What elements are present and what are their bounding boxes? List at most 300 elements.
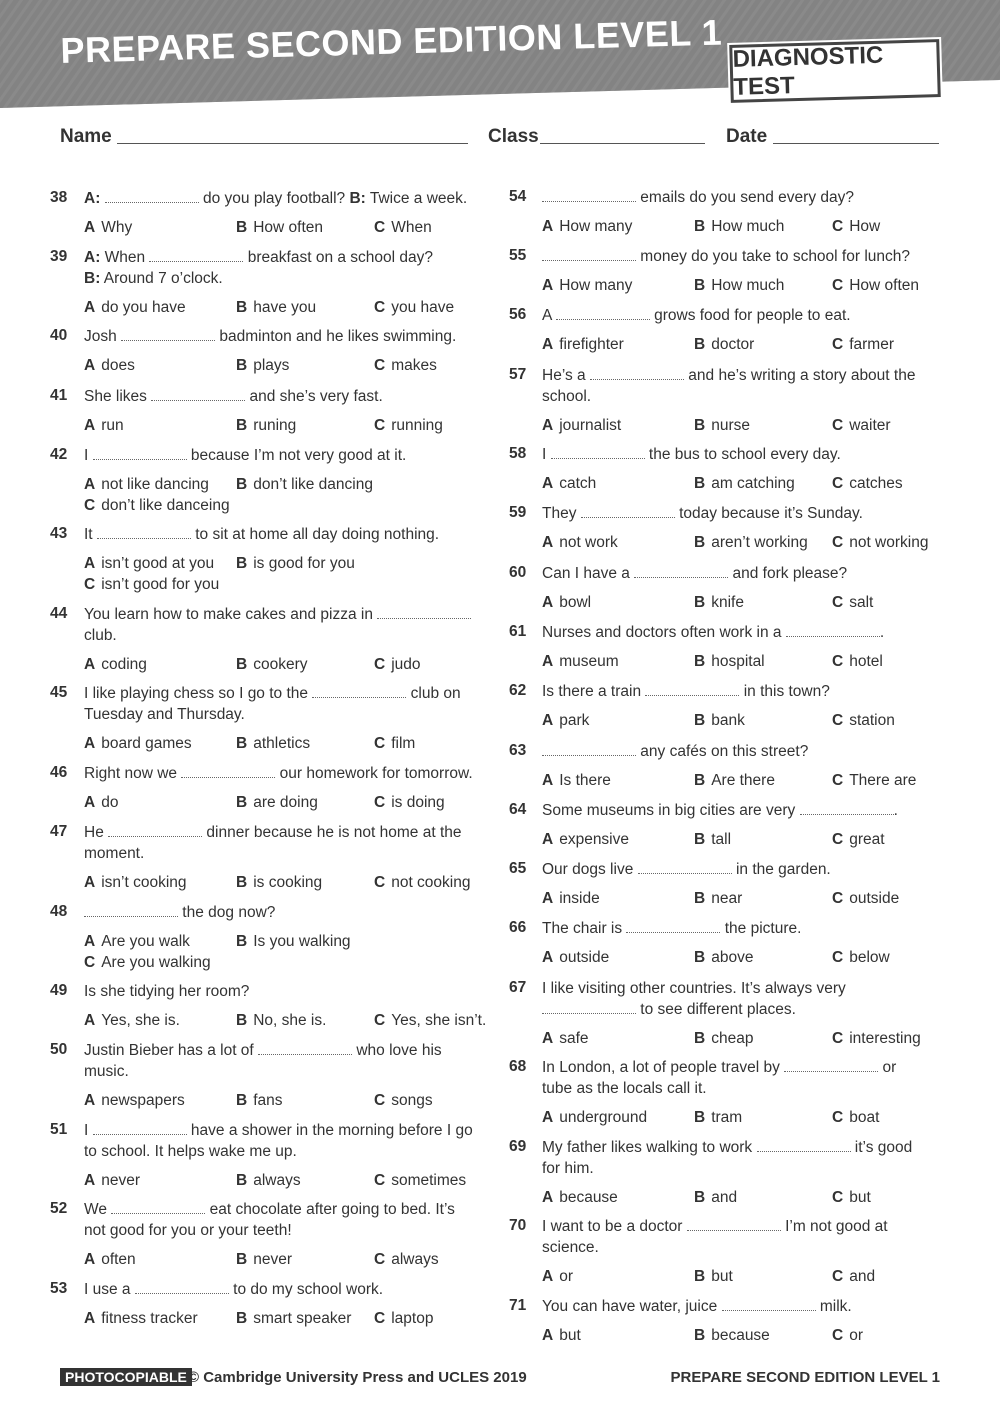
option-text: near <box>711 890 743 907</box>
answer-option-c[interactable] <box>84 954 211 972</box>
answer-option-a[interactable] <box>84 555 214 573</box>
answer-option-b[interactable] <box>236 933 351 951</box>
option-text: never <box>253 1251 292 1268</box>
option-letter: B <box>236 299 248 316</box>
option-letter: C <box>374 874 386 891</box>
answer-option-a[interactable] <box>84 656 147 674</box>
option-text: aren’t working <box>711 534 808 551</box>
answer-option-b[interactable] <box>236 1172 301 1190</box>
answer-option-a[interactable] <box>542 1030 589 1048</box>
answer-option-b[interactable] <box>694 1327 770 1345</box>
option-text: do you have <box>101 299 186 316</box>
question-text: She likes and she’s very fast. <box>84 388 383 405</box>
answer-blank[interactable] <box>105 188 199 203</box>
option-text: don’t like dancing <box>253 476 373 493</box>
question-number: 70 <box>509 1217 527 1234</box>
question-text: I like visiting other countries. It’s always very to see different places. <box>542 980 846 1018</box>
answer-blank[interactable] <box>626 918 720 933</box>
answer-option-c[interactable] <box>374 1251 439 1269</box>
option-letter: B <box>694 1327 706 1344</box>
option-text: Why <box>101 219 133 236</box>
option-text: below <box>849 949 890 966</box>
answer-blank[interactable] <box>784 1057 878 1072</box>
option-text: judo <box>391 656 421 673</box>
answer-option-a[interactable] <box>542 949 609 967</box>
option-letter: B <box>236 1310 248 1327</box>
option-letter: C <box>832 653 844 670</box>
option-text: always <box>253 1172 301 1189</box>
question-text: A: When breakfast on a school day? B: Around 7 o’clock. <box>84 249 434 287</box>
question-text: You can have water, juice milk. <box>542 1298 852 1315</box>
option-letter: C <box>832 534 844 551</box>
option-text: firefighter <box>559 336 624 353</box>
answer-option-a[interactable] <box>84 1092 185 1110</box>
option-letter: A <box>84 1310 96 1327</box>
answer-option-b[interactable] <box>694 277 784 295</box>
option-letter: A <box>542 831 554 848</box>
option-letter: B <box>694 1109 706 1126</box>
answer-option-c[interactable] <box>374 219 432 237</box>
option-text: because <box>559 1189 618 1206</box>
answer-blank[interactable] <box>800 800 894 815</box>
answer-blank[interactable] <box>111 1199 205 1214</box>
answer-option-a[interactable] <box>542 1189 618 1207</box>
option-text: or <box>849 1327 863 1344</box>
option-text: don’t like danceing <box>101 497 230 514</box>
answer-option-b[interactable] <box>694 1189 737 1207</box>
option-text: are doing <box>253 794 318 811</box>
option-letter: B <box>236 1251 248 1268</box>
answer-option-c[interactable] <box>374 417 443 435</box>
answer-blank[interactable] <box>645 681 739 696</box>
option-text: songs <box>391 1092 433 1109</box>
option-letter: C <box>84 576 96 593</box>
name-label: Name <box>60 126 112 147</box>
answer-option-c[interactable] <box>84 497 230 515</box>
answer-blank[interactable] <box>551 444 645 459</box>
option-text: hospital <box>711 653 765 670</box>
question-text: Is she tidying her room? <box>84 983 250 1000</box>
answer-option-a[interactable] <box>84 1172 140 1190</box>
option-letter: A <box>84 794 96 811</box>
answer-option-a[interactable] <box>542 712 589 730</box>
answer-option-b[interactable] <box>236 476 373 494</box>
option-text: running <box>391 417 443 434</box>
answer-option-c[interactable] <box>374 357 437 375</box>
answer-option-a[interactable] <box>84 357 135 375</box>
answer-blank[interactable] <box>84 902 178 917</box>
question-text: any cafés on this street? <box>542 741 808 762</box>
option-letter: A <box>84 299 96 316</box>
answer-option-a[interactable] <box>542 772 611 790</box>
option-text: but <box>849 1189 871 1206</box>
answer-option-b[interactable] <box>236 219 323 237</box>
answer-option-b[interactable] <box>236 656 307 674</box>
answer-option-a[interactable] <box>542 594 591 612</box>
answer-option-b[interactable] <box>694 772 775 790</box>
option-text: sometimes <box>391 1172 467 1189</box>
answer-option-a[interactable] <box>542 831 629 849</box>
option-text: waiter <box>849 417 891 434</box>
option-letter: B <box>694 890 706 907</box>
option-text: doctor <box>711 336 755 353</box>
answer-blank[interactable] <box>93 445 187 460</box>
question-number: 65 <box>509 860 527 877</box>
answer-blank[interactable] <box>135 1279 229 1294</box>
answer-option-a[interactable] <box>84 1251 136 1269</box>
option-letter: C <box>374 1310 386 1327</box>
answer-option-b[interactable] <box>694 475 795 493</box>
answer-option-c[interactable] <box>832 277 919 295</box>
option-letter: C <box>832 218 844 235</box>
answer-option-c[interactable] <box>374 1012 486 1030</box>
answer-option-b[interactable] <box>236 1251 292 1269</box>
option-text: isn’t cooking <box>101 874 187 891</box>
answer-option-b[interactable] <box>236 417 296 435</box>
answer-blank[interactable] <box>634 563 728 578</box>
answer-option-c[interactable] <box>374 874 470 892</box>
question-number: 58 <box>509 445 527 462</box>
question-text: Can I have a and fork please? <box>542 565 848 582</box>
question-text: Is there a train in this town? <box>542 683 830 700</box>
question-number: 66 <box>509 919 527 936</box>
option-letter: C <box>832 772 844 789</box>
answer-blank[interactable] <box>542 741 636 756</box>
answer-option-b[interactable] <box>236 874 322 892</box>
answer-blank[interactable] <box>121 326 215 341</box>
question-number: 41 <box>50 387 68 404</box>
option-letter: A <box>84 1012 96 1029</box>
question-number: 71 <box>509 1297 527 1314</box>
option-letter: C <box>374 357 386 374</box>
option-letter: B <box>694 653 706 670</box>
answer-blank[interactable] <box>687 1216 781 1231</box>
option-letter: B <box>236 933 248 950</box>
question-number: 57 <box>509 366 527 383</box>
answer-option-b[interactable] <box>694 831 731 849</box>
option-text: fans <box>253 1092 283 1109</box>
option-text: not like dancing <box>101 476 209 493</box>
answer-option-a[interactable] <box>84 794 118 812</box>
answer-option-a[interactable] <box>542 890 600 908</box>
option-text: hotel <box>849 653 883 670</box>
question-number: 39 <box>50 248 68 265</box>
option-letter: C <box>832 417 844 434</box>
answer-blank[interactable] <box>786 622 880 637</box>
option-letter: A <box>542 653 554 670</box>
question-number: 64 <box>509 801 527 818</box>
answer-option-a[interactable] <box>542 1109 647 1127</box>
answer-option-c[interactable] <box>374 656 421 674</box>
option-letter: B <box>694 417 706 434</box>
answer-option-a[interactable] <box>84 874 187 892</box>
answer-option-a[interactable] <box>542 1327 581 1345</box>
question-text: I because I’m not very good at it. <box>84 447 407 464</box>
answer-blank[interactable] <box>377 604 471 619</box>
option-text: How many <box>559 277 633 294</box>
option-text: How <box>849 218 881 235</box>
question-number: 53 <box>50 1280 68 1297</box>
option-letter: C <box>832 831 844 848</box>
option-letter: B <box>694 534 706 551</box>
answer-option-c[interactable] <box>832 1030 921 1048</box>
option-letter: C <box>84 497 96 514</box>
answer-option-c[interactable] <box>84 576 219 594</box>
option-text: outside <box>559 949 610 966</box>
question-text: Josh badminton and he likes swimming. <box>84 328 457 345</box>
option-text: knife <box>711 594 744 611</box>
option-text: tram <box>711 1109 743 1126</box>
answer-option-b[interactable] <box>694 1109 742 1127</box>
answer-option-b[interactable] <box>694 336 754 354</box>
class-label: Class <box>488 126 539 147</box>
option-letter: C <box>374 1251 386 1268</box>
answer-option-c[interactable] <box>374 1172 466 1190</box>
answer-option-c[interactable] <box>832 417 891 435</box>
question-number: 54 <box>509 188 527 205</box>
answer-option-c[interactable] <box>374 794 445 812</box>
answer-option-c[interactable] <box>832 1268 875 1286</box>
answer-option-a[interactable] <box>542 417 621 435</box>
option-text: am catching <box>711 475 795 492</box>
answer-option-b[interactable] <box>694 949 753 967</box>
question-text: We eat chocolate after going to bed. It’s not good for you or your teeth! <box>84 1201 455 1239</box>
answer-option-a[interactable] <box>84 735 192 753</box>
answer-option-c[interactable] <box>832 336 894 354</box>
date-label: Date <box>726 126 768 147</box>
question-text: money do you take to school for lunch? <box>542 246 910 267</box>
question-number: 61 <box>509 623 527 640</box>
answer-option-c[interactable] <box>832 712 895 730</box>
answer-blank[interactable] <box>722 1296 816 1311</box>
question-text: Our dogs live in the garden. <box>542 861 831 878</box>
answer-blank[interactable] <box>312 683 406 698</box>
option-letter: A <box>542 417 554 434</box>
option-text: inside <box>559 890 600 907</box>
option-text: but <box>711 1268 733 1285</box>
answer-option-a[interactable] <box>542 653 619 671</box>
answer-option-a[interactable] <box>84 299 186 317</box>
answer-option-b[interactable] <box>694 1030 753 1048</box>
option-text: interesting <box>849 1030 921 1047</box>
option-letter: C <box>374 219 386 236</box>
answer-blank[interactable] <box>542 187 636 202</box>
answer-option-a[interactable] <box>84 1012 180 1030</box>
answer-option-b[interactable] <box>694 890 742 908</box>
option-text: and <box>849 1268 876 1285</box>
answer-option-b[interactable] <box>236 735 310 753</box>
answer-option-c[interactable] <box>832 218 880 236</box>
answer-option-b[interactable] <box>236 1092 283 1110</box>
answer-option-b[interactable] <box>236 1012 326 1030</box>
option-text: Yes, she isn’t. <box>391 1012 487 1029</box>
option-text: nurse <box>711 417 750 434</box>
answer-option-a[interactable] <box>542 534 618 552</box>
option-text: but <box>559 1327 581 1344</box>
photocopiable-badge: PHOTOCOPIABLE <box>60 1368 192 1386</box>
answer-option-c[interactable] <box>374 1092 433 1110</box>
answer-blank[interactable] <box>556 305 650 320</box>
answer-option-c[interactable] <box>832 475 903 493</box>
option-letter: A <box>542 1268 554 1285</box>
option-text: No, she is. <box>253 1012 327 1029</box>
option-letter: A <box>84 1251 96 1268</box>
page-title: PREPARE SECOND EDITION LEVEL 1 <box>60 11 723 71</box>
answer-option-c[interactable] <box>374 1310 433 1328</box>
option-text: always <box>391 1251 439 1268</box>
question-number: 56 <box>509 306 527 323</box>
answer-option-b[interactable] <box>236 555 355 573</box>
question-number: 42 <box>50 446 68 463</box>
answer-option-a[interactable] <box>542 218 632 236</box>
option-letter: C <box>832 1268 844 1285</box>
option-text: runing <box>253 417 297 434</box>
option-letter: A <box>542 1109 554 1126</box>
answer-option-b[interactable] <box>694 417 750 435</box>
answer-option-b[interactable] <box>236 1310 351 1328</box>
option-letter: B <box>694 949 706 966</box>
question-number: 52 <box>50 1200 68 1217</box>
option-letter: B <box>694 218 706 235</box>
option-letter: C <box>832 1327 844 1344</box>
answer-option-c[interactable] <box>832 1109 879 1127</box>
answer-option-c[interactable] <box>832 949 890 967</box>
answer-blank[interactable] <box>638 859 732 874</box>
question-text: Justin Bieber has a lot of who love his music. <box>84 1042 442 1080</box>
date-field[interactable] <box>773 143 939 144</box>
answer-option-a[interactable] <box>84 476 209 494</box>
option-text: film <box>391 735 416 752</box>
option-letter: B <box>236 794 248 811</box>
name-field[interactable] <box>117 143 468 144</box>
option-text: plays <box>253 357 290 374</box>
answer-blank[interactable] <box>590 365 684 380</box>
answer-option-a[interactable] <box>84 1310 198 1328</box>
answer-option-c[interactable] <box>832 1327 863 1345</box>
question-text: I use a to do my school work. <box>84 1281 384 1298</box>
option-letter: C <box>832 1109 844 1126</box>
question-text: You learn how to make cakes and pizza in club. <box>84 604 471 646</box>
option-letter: B <box>694 277 706 294</box>
answer-blank[interactable] <box>93 1120 187 1135</box>
option-letter: C <box>832 277 844 294</box>
question-number: 46 <box>50 764 68 781</box>
option-letter: A <box>84 555 96 572</box>
answer-blank[interactable] <box>151 386 245 401</box>
question-text: I the bus to school every day. <box>542 446 841 463</box>
option-letter: A <box>84 1172 96 1189</box>
answer-option-b[interactable] <box>694 534 808 552</box>
answer-option-b[interactable] <box>236 357 289 375</box>
option-letter: A <box>542 712 554 729</box>
answer-blank[interactable] <box>181 763 275 778</box>
question-number: 63 <box>509 742 527 759</box>
answer-blank[interactable] <box>258 1040 352 1055</box>
answer-option-b[interactable] <box>694 712 745 730</box>
option-letter: A <box>84 417 96 434</box>
answer-option-a[interactable] <box>84 933 190 951</box>
question-number: 50 <box>50 1041 68 1058</box>
option-text: isn’t good at you <box>101 555 215 572</box>
question-text: They today because it’s Sunday. <box>542 505 863 522</box>
answer-blank[interactable] <box>757 1137 851 1152</box>
answer-option-c[interactable] <box>832 831 885 849</box>
option-text: athletics <box>253 735 311 752</box>
option-letter: A <box>542 277 554 294</box>
answer-option-b[interactable] <box>236 299 316 317</box>
option-text: and <box>711 1189 738 1206</box>
answer-option-c[interactable] <box>832 772 916 790</box>
answer-option-c[interactable] <box>832 1189 871 1207</box>
question-text: Right now we our homework for tomorrow. <box>84 765 473 782</box>
question-text: He’s a and he’s writing a story about the school. <box>542 367 916 405</box>
option-letter: B <box>694 1268 706 1285</box>
option-letter: B <box>236 656 248 673</box>
answer-option-b[interactable] <box>694 594 744 612</box>
option-text: station <box>849 712 895 729</box>
answer-option-a[interactable] <box>84 219 132 237</box>
question-text: A grows food for people to eat. <box>542 307 851 324</box>
answer-blank[interactable] <box>542 246 636 261</box>
answer-option-b[interactable] <box>694 653 765 671</box>
option-text: salt <box>849 594 874 611</box>
class-field[interactable] <box>540 143 705 144</box>
answer-option-c[interactable] <box>832 534 928 552</box>
option-letter: B <box>236 1092 248 1109</box>
option-letter: C <box>374 1012 386 1029</box>
option-letter: A <box>84 357 96 374</box>
option-text: underground <box>559 1109 648 1126</box>
answer-option-b[interactable] <box>694 218 784 236</box>
answer-option-c[interactable] <box>374 299 454 317</box>
answer-option-a[interactable] <box>84 417 124 435</box>
question-text: In London, a lot of people travel by or tube as the locals call it. <box>542 1059 897 1097</box>
option-text: smart speaker <box>253 1310 352 1327</box>
option-text: How often <box>849 277 919 294</box>
option-letter: A <box>84 656 96 673</box>
answer-option-b[interactable] <box>236 794 318 812</box>
answer-blank[interactable] <box>581 503 675 518</box>
answer-blank[interactable] <box>97 524 191 539</box>
question-text: I have a shower in the morning before I go to school. It helps wake me up. <box>84 1122 473 1160</box>
answer-option-a[interactable] <box>542 277 632 295</box>
answer-option-a[interactable] <box>542 1268 573 1286</box>
answer-option-a[interactable] <box>542 336 624 354</box>
option-text: have you <box>253 299 317 316</box>
question-text: the dog now? <box>84 902 275 923</box>
badge-label: DIAGNOSTIC TEST <box>732 41 884 101</box>
option-text: often <box>101 1251 136 1268</box>
answer-option-b[interactable] <box>694 1268 733 1286</box>
question-text: A: do you play football? B: Twice a week. <box>84 190 468 207</box>
answer-option-c[interactable] <box>832 890 899 908</box>
answer-option-c[interactable] <box>832 594 873 612</box>
question-text: Nurses and doctors often work in a . <box>542 624 885 641</box>
option-letter: B <box>694 831 706 848</box>
option-text: above <box>711 949 754 966</box>
answer-blank[interactable] <box>542 999 636 1014</box>
answer-option-a[interactable] <box>542 475 596 493</box>
question-text: emails do you send every day? <box>542 187 854 208</box>
answer-blank[interactable] <box>108 822 202 837</box>
answer-option-c[interactable] <box>374 735 415 753</box>
option-letter: A <box>542 218 554 235</box>
option-letter: A <box>84 476 96 493</box>
answer-option-c[interactable] <box>832 653 883 671</box>
option-letter: B <box>236 735 248 752</box>
option-letter: C <box>374 1092 386 1109</box>
answer-blank[interactable] <box>149 247 243 262</box>
